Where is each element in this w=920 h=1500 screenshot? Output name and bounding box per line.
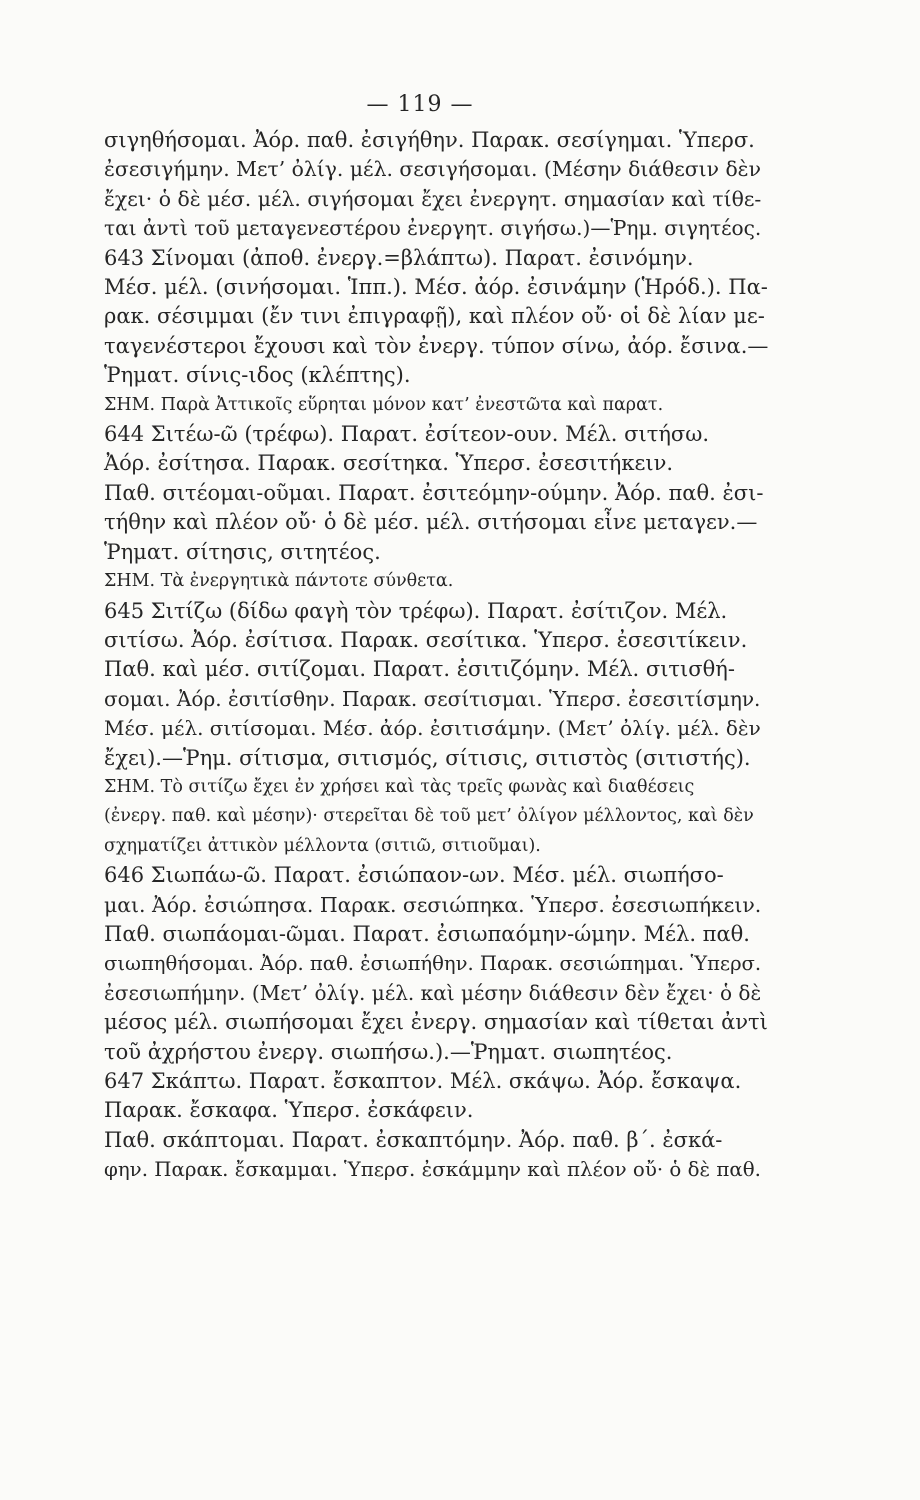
text-line: Ἀόρ. ἐσίτησα. Παρακ. σεσίτηκα. Ὑπερσ. ἐσεσιτήκειν.	[104, 451, 674, 476]
text-line: ἔχει).—Ῥημ. σίτισμα, σιτισμός, σίτισις, σιτιστὸς (σιτιστής).	[104, 745, 751, 770]
text-line: σιωπηθήσομαι. Ἀόρ. παθ. ἐσιωπήθην. Παρακ. σεσιώπημαι. Ὑπερσ.	[104, 952, 762, 976]
page-number: — 119 —	[366, 92, 474, 117]
text-line: Ῥηματ. σίτησις, σιτητέος.	[104, 539, 381, 564]
text-line: Παρακ. ἔσκαφα. Ὑπερσ. ἐσκάφειν.	[104, 1098, 474, 1123]
text-line: σομαι. Ἀόρ. ἐσιτίσθην. Παρακ. σεσίτισμαι. Ὑπερσ. ἐσεσιτίσμην.	[104, 686, 761, 711]
text-line: 645 Σιτίζω (δίδω φαγὴ τὸν τρέφω). Παρατ. ἐσίτιζον. Μέλ.	[104, 598, 728, 623]
text-line: ρακ. σέσιμμαι (ἔν τινι ἐπιγραφῇ), καὶ πλέον οὔ· οἱ δὲ λίαν με-	[104, 304, 765, 329]
text-line: 643 Σίνομαι (ἀποθ. ἐνεργ.=βλάπτω). Παρατ. ἐσινόμην.	[104, 245, 694, 270]
main-text	[104, 126, 768, 1185]
note-line: σχηματίζει ἀττικὸν μέλλοντα (σιτιῶ, σιτιοῦμαι).	[104, 835, 541, 856]
text-line: Μέσ. μέλ. (σινήσομαι. Ἱππ.). Μέσ. ἀόρ. ἐσινάμην (Ἡρόδ.). Πα-	[104, 275, 768, 300]
text-line: Ῥηματ. σίνις-ιδος (κλέπτης).	[104, 363, 411, 388]
text-line: ται ἀντὶ τοῦ μεταγενεστέρου ἐνεργητ. σιγήσω.)—Ῥημ. σιγητέος.	[104, 216, 762, 241]
text-line: Παθ. σιτέομαι-οῦμαι. Παρατ. ἐσιτεόμην-ούμην. Ἀόρ. παθ. ἐσι-	[104, 480, 764, 505]
note-line: ΣΗΜ. Τὸ σιτίζω ἔχει ἐν χρήσει καὶ τὰς τρεῖς φωνὰς καὶ διαθέσεις	[104, 776, 695, 797]
text-line: Παθ. σιωπάομαι-ῶμαι. Παρατ. ἐσιωπαόμην-ώμην. Μέλ. παθ.	[104, 921, 750, 946]
text-line: Παθ. σκάπτομαι. Παρατ. ἐσκαπτόμην. Ἀόρ. παθ. β΄. ἐσκά-	[104, 1127, 723, 1152]
note-line: (ἐνεργ. παθ. καὶ μέσην)· στερεῖται δὲ τοῦ μετ’ ὀλίγον μέλλοντος, καὶ δὲν	[104, 806, 754, 827]
text-line: ἐσεσιωπήμην. (Μετ’ ὀλίγ. μέλ. καὶ μέσην διάθεσιν δὲν ἔχει· ὁ δὲ	[104, 980, 762, 1005]
text-line: 647 Σκάπτω. Παρατ. ἔσκαπτον. Μέλ. σκάψω. Ἀόρ. ἔσκαψα.	[104, 1069, 742, 1093]
text-line: μαι. Ἀόρ. ἐσιώπησα. Παρακ. σεσιώπηκα. Ὑπερσ. ἐσεσιωπήκειν.	[104, 892, 762, 917]
note-line: ΣΗΜ. Παρὰ Ἀττικοῖς εὕρηται μόνον κατ’ ἐνεστῶτα καὶ παρατ.	[104, 394, 664, 415]
text-line: τοῦ ἀχρήστου ἐνεργ. σιωπήσω.).—Ῥηματ. σιωπητέος.	[104, 1039, 673, 1064]
text-line: ταγενέστεροι ἔχουσι καὶ τὸν ἐνεργ. τύπον σίνω, ἀόρ. ἔσινα.—	[104, 333, 769, 358]
text-line: ἔχει· ὁ δὲ μέσ. μέλ. σιγήσομαι ἔχει ἐνεργητ. σημασίαν καὶ τίθε-	[104, 186, 762, 211]
text-line: Μέσ. μέλ. σιτίσομαι. Μέσ. ἀόρ. ἐσιτισάμην. (Μετ’ ὀλίγ. μέλ. δὲν	[104, 716, 761, 741]
text-line: 644 Σιτέω-ῶ (τρέφω). Παρατ. ἐσίτεον-ουν. Μέλ. σιτήσω.	[104, 422, 710, 447]
text-line: σιγηθήσομαι. Ἀόρ. παθ. ἐσιγήθην. Παρακ. σεσίγημαι. Ὑπερσ.	[104, 128, 755, 152]
note-line: ΣΗΜ. Τὰ ἐνεργητικὰ πάντοτε σύνθετα.	[104, 571, 454, 592]
text-line: 646 Σιωπάω-ῶ. Παρατ. ἐσιώπαον-ων. Μέσ. μέλ. σιωπήσο-	[104, 863, 724, 888]
text-line: σιτίσω. Ἀόρ. ἐσίτισα. Παρακ. σεσίτικα. Ὑπερσ. ἐσεσιτίκειν.	[104, 627, 748, 652]
text-line: φην. Παρακ. ἔσκαμμαι. Ὑπερσ. ἐσκάμμην καὶ πλέον οὔ· ὁ δὲ παθ.	[104, 1158, 761, 1182]
text-line: τήθην καὶ πλέον οὔ· ὁ δὲ μέσ. μέλ. σιτήσομαι εἶνε μεταγεν.—	[104, 510, 758, 535]
text-line: μέσος μέλ. σιωπήσομαι ἔχει ἐνεργ. σημασίαν καὶ τίθεται ἀντὶ	[104, 1010, 768, 1035]
text-line: Παθ. καὶ μέσ. σιτίζομαι. Παρατ. ἐσιτιζόμην. Μέλ. σιτισθή-	[104, 657, 735, 682]
text-line: ἐσεσιγήμην. Μετ’ ὀλίγ. μέλ. σεσιγήσομαι. (Μέσην διάθεσιν δὲν	[104, 157, 761, 182]
